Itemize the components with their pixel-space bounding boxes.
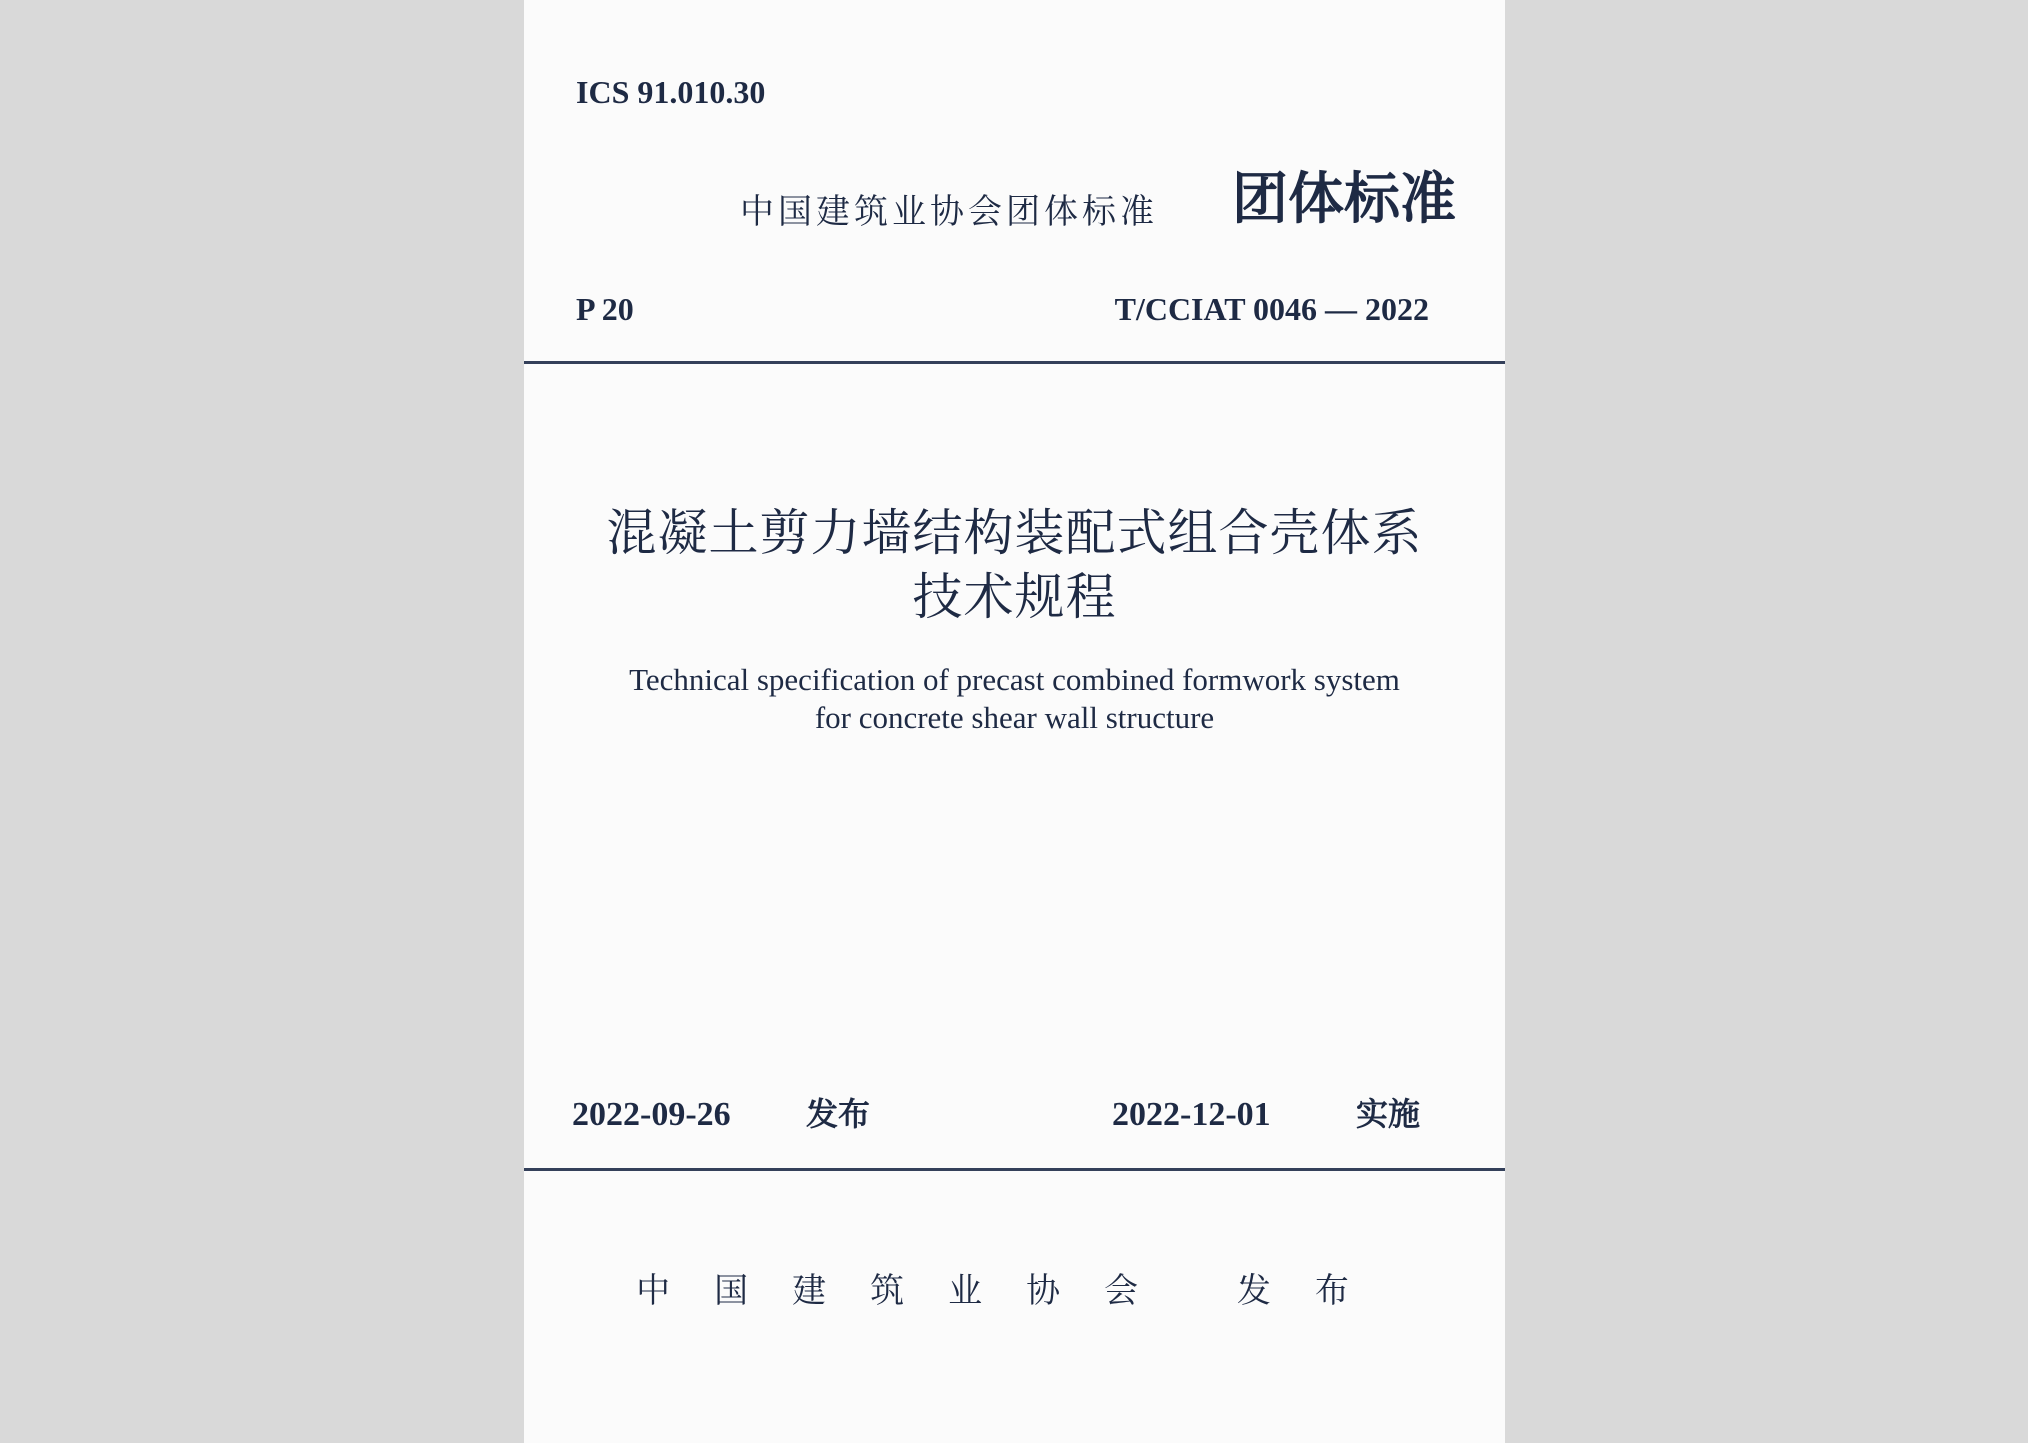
implementation-label: 实施 [1356, 1095, 1421, 1133]
issue-label: 发布 [806, 1095, 871, 1133]
standard-organization: 中国建筑业协会团体标准 [740, 192, 1158, 232]
title-chinese-line-1: 混凝土剪力墙结构装配式组合壳体系 [606, 504, 1423, 562]
publisher: 中国建筑业协会 发布 [636, 1271, 1393, 1311]
footer-divider [524, 1168, 1505, 1171]
title-chinese-line-2: 技术规程 [912, 568, 1117, 626]
document-cover-page [524, 0, 1505, 1443]
title-english-line-2: for concrete shear wall structure [814, 700, 1215, 735]
standard-type: 团体标准 [1232, 167, 1456, 232]
header-divider [524, 361, 1505, 364]
implementation-date: 2022-12-01 [1112, 1096, 1271, 1133]
classification-code: P 20 [576, 291, 634, 327]
ics-code: ICS 91.010.30 [576, 74, 766, 110]
title-english-line-1: Technical specification of precast combined formwork system [629, 662, 1400, 697]
standard-number: T/CCIAT 0046 — 2022 [1114, 291, 1429, 327]
issue-date: 2022-09-26 [572, 1096, 731, 1133]
